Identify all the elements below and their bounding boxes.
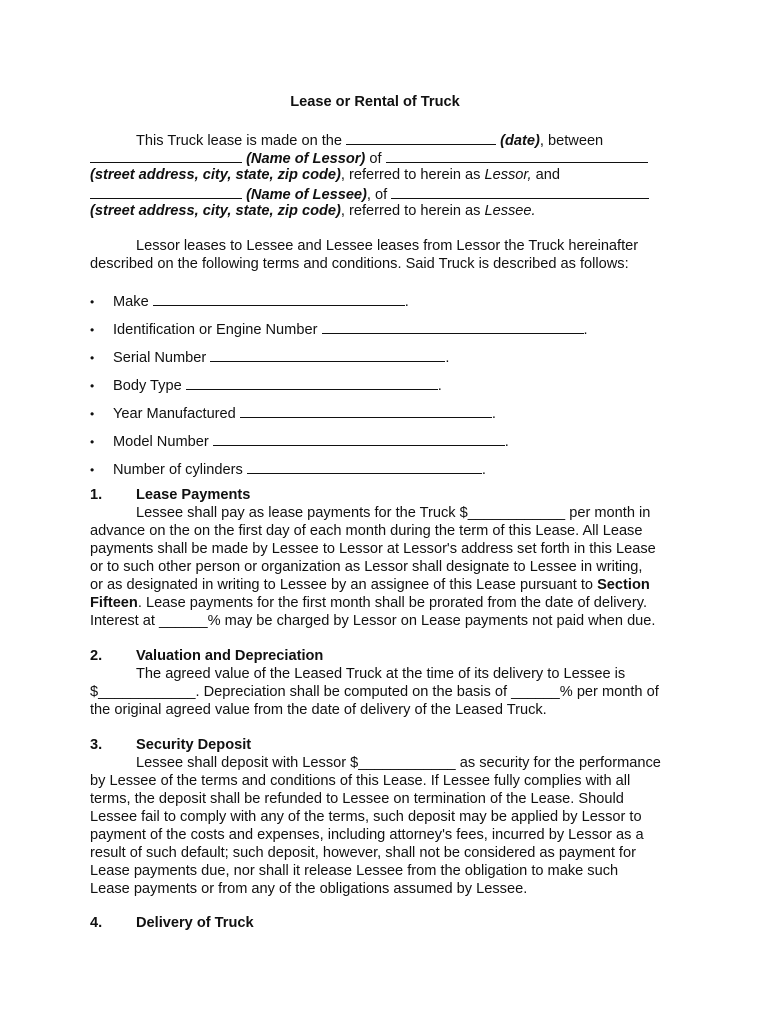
bullet-icon: • [90, 351, 95, 365]
section-3-heading: 3. Security Deposit [90, 737, 252, 753]
section-3-line: result of such default; such deposit, however, shall not be considered as payment for [90, 845, 636, 861]
section-2-heading: 2. Valuation and Depreciation [90, 648, 324, 664]
truck-field-make: • Make . [90, 291, 409, 311]
intro-line-4: (Name of Lessee), of [90, 184, 649, 204]
section-2-line: The agreed value of the Leased Truck at the time of its delivery to Lessee is [136, 666, 626, 682]
date-blank[interactable] [346, 130, 496, 145]
section-1-line: payments shall be made by Lessee to Lessor at Lessor's address set forth in this Lease [90, 541, 656, 557]
truck-field-model-number: • Model Number . [90, 431, 509, 451]
truck-field-serial-number: • Serial Number . [90, 347, 449, 367]
section-3-line: terms, the deposit shall be refunded to Lessee on termination of the Lease. Should [90, 791, 624, 807]
section-3-line: payment of the costs and expenses, including attorney's fees, incurred by Lessor as a [90, 827, 644, 843]
truck-field-body-type: • Body Type . [90, 375, 442, 395]
section-1-line: or to such other person or organization as Lessor shall designate to Lessee in writing, [90, 559, 643, 575]
para2-line-2: described on the following terms and conditions. Said Truck is described as follows: [90, 256, 629, 272]
cylinders-blank[interactable] [247, 459, 482, 474]
section-3-line: Lease payments or from any of the obligations assumed by Lessee. [90, 881, 528, 897]
truck-field-year: • Year Manufactured . [90, 403, 496, 423]
bullet-icon: • [90, 407, 95, 421]
year-blank[interactable] [240, 403, 492, 418]
bullet-icon: • [90, 323, 95, 337]
section-4-heading: 4. Delivery of Truck [90, 915, 254, 931]
section-3-line: Lessee fail to comply with any of the terms, such deposit may be applied by Lessor to [90, 809, 642, 825]
serial-number-blank[interactable] [210, 347, 445, 362]
body-type-blank[interactable] [186, 375, 438, 390]
section-3-line: Lessee shall deposit with Lessor $____________ as security for the performance [136, 755, 661, 771]
para2-line-1: Lessor leases to Lessee and Lessee leases from Lessor the Truck hereinafter [136, 238, 639, 254]
section-2-line: the original agreed value from the date of delivery of the Leased Truck. [90, 702, 547, 718]
section-2-line: $____________. Depreciation shall be computed on the basis of ______% per month of [90, 684, 659, 700]
section-1-line: Interest at ______% may be charged by Lessor on Lease payments not paid when due. [90, 613, 656, 629]
lessee-address-blank[interactable] [391, 184, 649, 199]
engine-number-blank[interactable] [322, 319, 584, 334]
section-1-line: Fifteen. Lease payments for the first month shall be prorated from the date of delivery. [90, 595, 647, 611]
lessee-name-blank[interactable] [90, 184, 242, 199]
intro-line-1: This Truck lease is made on the (date), between [136, 130, 603, 150]
truck-field-cylinders: • Number of cylinders . [90, 459, 486, 479]
lessor-address-blank[interactable] [386, 148, 648, 163]
make-blank[interactable] [153, 291, 405, 306]
truck-field-engine-number: • Identification or Engine Number . [90, 319, 588, 339]
intro-line-3: (street address, city, state, zip code), referred to herein as Lessor, and [90, 167, 560, 183]
lessor-name-blank[interactable] [90, 148, 242, 163]
section-1-line: Lessee shall pay as lease payments for the Truck $____________ per month in [136, 505, 651, 521]
bullet-icon: • [90, 463, 95, 477]
bullet-icon: • [90, 295, 95, 309]
section-1-heading: 1. Lease Payments [90, 487, 251, 503]
model-number-blank[interactable] [213, 431, 505, 446]
section-1-line: advance on the on the first day of each month during the term of this Lease. All Lease [90, 523, 643, 539]
bullet-icon: • [90, 379, 95, 393]
document-title: Lease or Rental of Truck [290, 94, 460, 110]
section-1-line: or as designated in writing to Lessee by an assignee of this Lease pursuant to Section [90, 577, 650, 593]
bullet-icon: • [90, 435, 95, 449]
section-3-line: Lease payments due, nor shall it release Lessee from the obligation to make such [90, 863, 619, 879]
intro-line-5: (street address, city, state, zip code), referred to herein as Lessee. [90, 203, 536, 219]
section-3-line: by Lessee of the terms and conditions of this Lease. If Lessee fully complies with all [90, 773, 631, 789]
intro-line-2: (Name of Lessor) of [90, 148, 648, 168]
